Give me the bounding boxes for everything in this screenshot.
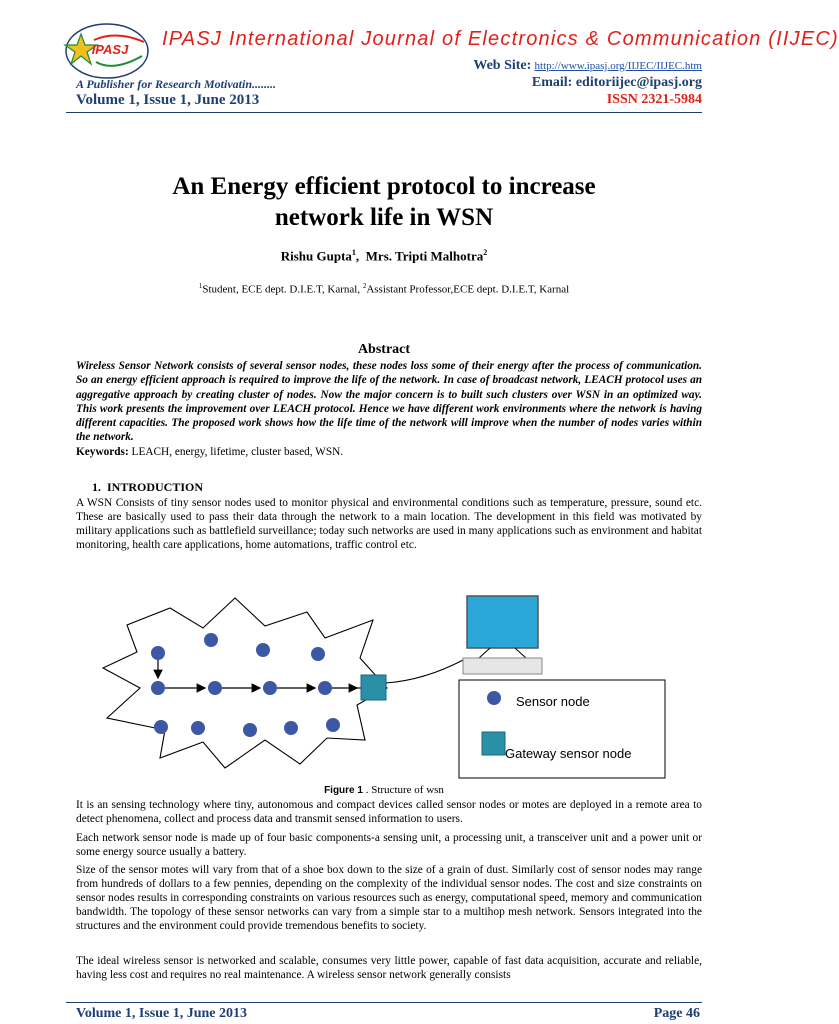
ipasj-logo	[64, 22, 150, 80]
author-2: Mrs. Tripti Malhotra	[365, 248, 484, 264]
figure-caption	[76, 784, 692, 796]
figure-label: Figure 1	[324, 785, 363, 796]
sensor-node	[154, 720, 168, 734]
sensor-node	[311, 647, 325, 661]
issn-number: ISSN 2321-5984	[606, 92, 702, 107]
gateway-node	[361, 675, 386, 700]
legend-gateway-node-icon	[482, 732, 505, 755]
footer-volume: Volume 1, Issue 1, June 2013	[76, 1006, 248, 1021]
sensor-node	[191, 721, 205, 735]
figure-caption-text: . Structure of wsn	[362, 784, 444, 796]
website-link[interactable]: http://www.ipasj.org/IIJEC/IIJEC.htm	[534, 60, 702, 72]
sensor-node	[208, 681, 222, 695]
intro-paragraph: A WSN Consists of tiny sensor nodes used to monitor physical and environmental conditions such as temperature, pressure, sound etc. These are basically used to pass their data through the network to a main location. The development in this field was motivated by military applications such as battlefield surveillance; today such networks are used in many applications such as environment and habitat monitoring, health care applications, home automations, traffic control etc.	[76, 497, 702, 551]
journal-name: IPASJ International Journal of Electronics & Communication (IIJEC)	[162, 28, 839, 50]
paragraph-4-part-a: Size of the sensor motes will vary from that of a shoe box down to the size of a grain of dust	[76, 864, 506, 876]
paper-title	[76, 171, 692, 233]
section-heading-introduction	[92, 480, 203, 495]
affil-1-sup: 1	[198, 282, 203, 290]
title-line-1: An Energy efficient protocol to increase	[172, 173, 596, 200]
keywords-text: LEACH, energy, lifetime, cluster based, WSN.	[128, 446, 344, 458]
author-1: Rishu Gupta	[280, 248, 352, 264]
title-line-2: network life in WSN	[274, 204, 494, 231]
abstract-heading: Abstract	[357, 342, 411, 357]
sensor-node	[326, 718, 340, 732]
authors	[76, 248, 692, 264]
sensor-node	[284, 721, 298, 735]
legend-gateway-node-label: Gateway sensor node	[505, 746, 632, 761]
sensor-nodes	[151, 633, 340, 737]
sensor-node	[204, 633, 218, 647]
website-line	[473, 57, 702, 74]
footer-page-number: Page 46	[653, 1006, 700, 1021]
header-rule	[66, 112, 702, 113]
footer-rule	[66, 1002, 702, 1003]
paragraph-3: Each network sensor node is made up of four basic components-a sensing unit, a processing unit, a transceiver unit and a power unit or some energy source usually a battery.	[76, 832, 702, 858]
affil-2-sup: 2	[362, 282, 367, 290]
author-sep: ,	[355, 248, 366, 264]
sensor-node	[151, 681, 165, 695]
author-2-sup: 2	[483, 248, 488, 257]
affiliations	[76, 282, 692, 296]
section-title: INTRODUCTION	[107, 480, 204, 494]
email-address[interactable]: Email: editoriijec@ipasj.org	[531, 75, 702, 90]
gateway-to-computer-link	[386, 660, 463, 683]
sensor-node	[243, 723, 257, 737]
legend-sensor-node-icon	[487, 691, 501, 705]
affil-1: Student, ECE dept. D.I.E.T, Karnal,	[202, 283, 363, 296]
paragraph-2: It is an sensing technology where tiny, autonomous and compact devices called sensor nodes or motes are deployed in a remote area to detect phenomena, collect and process data and transmit sensed information to users.	[76, 799, 702, 825]
author-1-sup: 1	[351, 248, 356, 257]
legend-sensor-node-label: Sensor node	[516, 694, 590, 709]
affil-2: Assistant Professor,ECE dept. D.I.E.T, Karnal	[366, 283, 570, 296]
computer-icon	[463, 596, 542, 674]
section-number: 1.	[92, 480, 107, 494]
publisher-tagline: A Publisher for Research Motivatin........	[76, 77, 277, 91]
paragraph-4	[76, 864, 702, 934]
sensor-node	[263, 681, 277, 695]
sensor-node	[151, 646, 165, 660]
keywords-label: Keywords:	[76, 446, 129, 458]
keywords	[76, 446, 343, 458]
figure-1-diagram	[95, 590, 685, 785]
sensor-node	[318, 681, 332, 695]
sensor-node	[256, 643, 270, 657]
network-boundary	[103, 598, 387, 768]
paragraph-4-part-b: . Similarly cost of sensor nodes may range from hundreds of dollars to a few pennies, depending on the complexity of the individual sensor nodes. The cost and size constraints on sensor nodes results in corresponding constraints on various resources such as energy, computational speed, memory and communication bandwidth. The topology of these sensor networks can vary from a simple star to a multihop mesh network. Sensors integrated into the structures and the environment could provide tremendous benefits to society.	[76, 864, 703, 932]
abstract-text: Wireless Sensor Network consists of several sensor nodes, these nodes loss some of their energy after the process of communication. So an energy efficient approach is required to improve the life of the network. In case of broadcast network, LEACH protocol uses an aggregative approach by creating cluster of nodes. Now the major concern is to built such clusters over WSN in an optimized way. This work presents the improvement over LEACH protocol. Hence we have different work environments where the network is having different capacities. The proposed work shows how the life time of the network will improve when the number of nodes varies within the network.	[76, 360, 702, 444]
paragraph-5: The ideal wireless sensor is networked and scalable, consumes very little power, capable of fast data acquisition, accurate and reliable, having less cost and requires no real maintenance. A wireless sensor network generally consists	[76, 955, 702, 981]
logo-text: IPASJ	[91, 42, 129, 57]
website-label: Web Site:	[473, 58, 532, 73]
header-volume: Volume 1, Issue 1, June 2013	[76, 92, 260, 108]
